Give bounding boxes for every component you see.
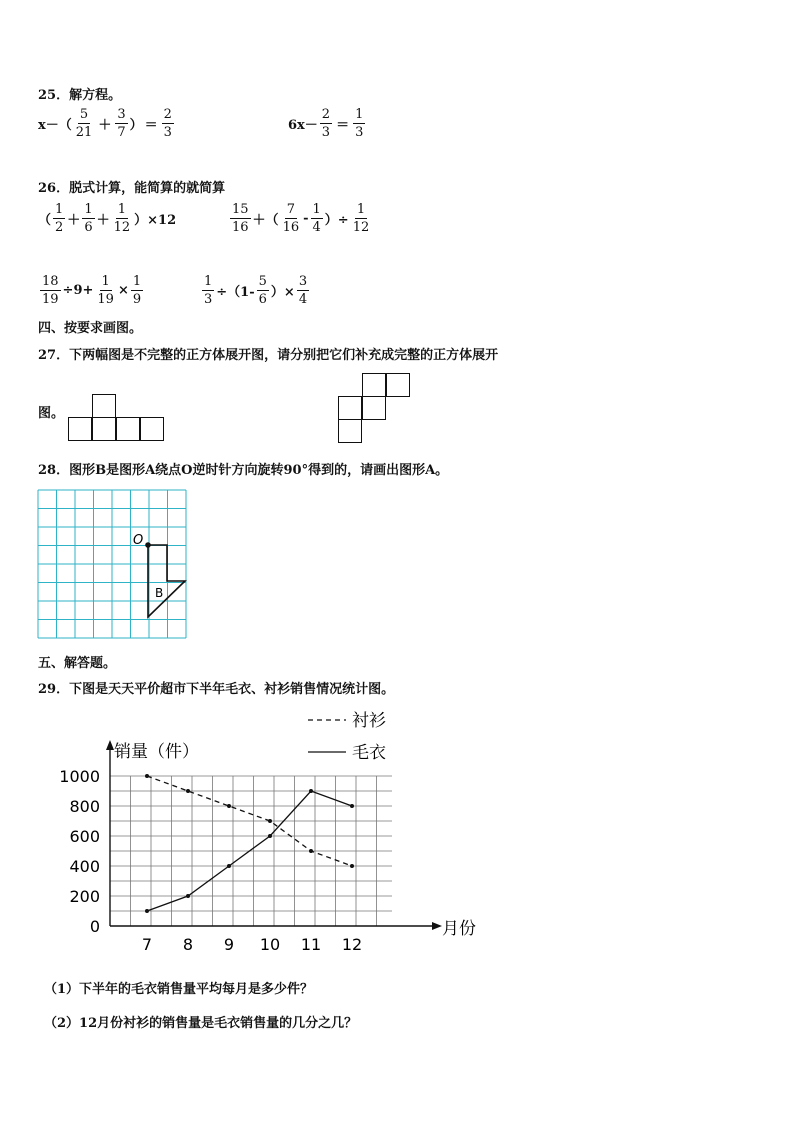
denominator: 19	[42, 292, 59, 307]
point-o	[145, 542, 151, 548]
numerator: 1	[312, 202, 321, 217]
legend	[308, 711, 386, 763]
q25-title: 25．解方程。	[38, 88, 122, 103]
denominator: 4	[298, 292, 308, 307]
numerator: 2	[163, 107, 172, 122]
fraction	[311, 203, 323, 234]
denominator: 3	[163, 125, 172, 140]
q26-expression-3	[38, 275, 145, 306]
q25-equation-2	[288, 108, 367, 139]
fraction	[162, 108, 174, 139]
fraction	[82, 203, 94, 234]
fraction	[53, 203, 65, 234]
numerator: 5	[79, 107, 89, 122]
legend-label-sweater: 毛衣	[352, 743, 386, 763]
denominator: 2	[55, 220, 64, 235]
paren-close-times: ）×12	[134, 213, 177, 228]
fraction	[351, 203, 372, 234]
numerator: 18	[42, 274, 59, 289]
x-tick-label: 8	[182, 935, 194, 954]
data-point	[350, 864, 354, 868]
numerator: 1	[132, 274, 142, 289]
q26-expression-2	[228, 203, 373, 234]
y-tick-label: 0	[89, 917, 100, 936]
net-square	[362, 373, 386, 397]
fraction	[202, 275, 214, 306]
data-point	[268, 834, 272, 838]
operator: -	[303, 211, 309, 226]
cube-net-1	[68, 394, 168, 444]
denominator: 21	[75, 125, 93, 140]
equals: ＝	[144, 118, 158, 133]
q27-title: 27．下两幅图是不完整的正方体展开图，请分别把它们补充成完整的正方体展开	[38, 348, 499, 363]
denominator: 16	[282, 220, 300, 235]
q25-equation-1	[38, 108, 176, 139]
y-tick-label: 800	[69, 797, 100, 816]
numerator: 1	[204, 274, 213, 289]
fraction	[281, 203, 302, 234]
denominator: 16	[232, 220, 249, 235]
q26-expression-4	[200, 275, 311, 306]
grid	[38, 490, 186, 638]
label-o: O	[133, 533, 144, 548]
x-tick-label: 11	[300, 935, 322, 954]
numerator: 1	[84, 202, 93, 217]
cube-net-2	[338, 373, 413, 448]
denominator: 12	[113, 220, 131, 235]
fraction	[353, 108, 365, 139]
y-axis-label: 销量（件）	[114, 742, 199, 762]
q29-title: 29．下图是天天平价超市下半年毛衣、衬衫销售情况统计图。	[38, 682, 395, 697]
net-square	[338, 419, 362, 443]
numerator: 15	[232, 202, 249, 217]
y-tick-label: 400	[69, 857, 100, 876]
data-point	[227, 804, 231, 808]
numerator: 3	[298, 274, 308, 289]
fraction	[95, 275, 116, 306]
equals: ＝	[336, 118, 350, 133]
y-axis-arrow	[106, 740, 114, 750]
section-5-heading: 五、解答题。	[38, 656, 117, 671]
y-tick-label: 200	[69, 887, 100, 906]
y-tick-label: 600	[69, 827, 100, 846]
numerator: 1	[55, 202, 64, 217]
numerator: 5	[258, 274, 267, 289]
q29-sub-2: （2）12月份衬衫的销售量是毛衣销售量的几分之几？	[44, 1016, 358, 1031]
net-square	[116, 417, 140, 441]
net-square	[386, 373, 410, 397]
numerator: 1	[101, 274, 110, 289]
operator: ）÷	[324, 213, 349, 228]
numerator: 1	[355, 107, 364, 122]
paren-open: （	[38, 213, 52, 228]
label-b: B	[155, 586, 164, 600]
fraction	[297, 275, 309, 306]
net-square	[92, 417, 116, 441]
denominator: 12	[352, 220, 370, 235]
rotation-grid-figure	[37, 489, 187, 639]
denominator: 19	[97, 292, 114, 307]
paren-close: ）	[129, 118, 143, 133]
operator: ＋	[67, 213, 81, 228]
denominator: 9	[132, 292, 142, 307]
fraction	[74, 108, 95, 139]
x-axis-label: 月份	[442, 919, 476, 939]
data-point	[186, 894, 190, 898]
data-point	[186, 789, 190, 793]
data-point	[350, 804, 354, 808]
denominator: 4	[312, 220, 321, 235]
chart-grid	[110, 776, 392, 926]
fraction	[131, 275, 143, 306]
y-tick-label: 1000	[59, 767, 100, 786]
q28-title: 28．图形B是图形A绕点O逆时针方向旋转90°得到的，请画出图形A。	[38, 463, 449, 478]
x-tick-label: 10	[259, 935, 281, 954]
fraction	[112, 203, 133, 234]
data-point	[227, 864, 231, 868]
denominator: 6	[84, 220, 93, 235]
fraction	[320, 108, 332, 139]
net-square	[338, 396, 362, 420]
numerator: 1	[356, 202, 366, 217]
data-point	[309, 789, 313, 793]
data-point	[145, 774, 149, 778]
operator: ）×	[270, 285, 295, 300]
operator: ÷9+	[62, 283, 94, 298]
fraction	[115, 108, 127, 139]
numerator: 7	[286, 202, 295, 217]
sales-line-chart	[59, 700, 500, 962]
fraction	[257, 275, 269, 306]
numerator: 3	[117, 107, 126, 122]
x-tick-label: 12	[341, 935, 363, 954]
operator: ＋（	[252, 213, 279, 228]
figure-b-shape	[148, 545, 185, 617]
net-square	[140, 417, 164, 441]
x-tick-label: 7	[141, 935, 153, 954]
fraction	[230, 203, 251, 234]
eq1-prefix: x－（	[38, 118, 72, 133]
denominator: 3	[321, 125, 331, 140]
data-point	[268, 819, 272, 823]
data-point	[309, 849, 313, 853]
section-4-heading: 四、按要求画图。	[38, 321, 143, 336]
operator: ＋	[98, 118, 112, 133]
denominator: 3	[204, 292, 213, 307]
operator: ×	[117, 283, 129, 298]
legend-label-shirt: 衬衫	[352, 711, 386, 731]
eq2-prefix: 6x－	[288, 118, 318, 133]
q29-sub-1: （1）下半年的毛衣销售量平均每月是多少件？	[44, 982, 314, 997]
q26-expression-1	[38, 203, 176, 234]
data-point	[145, 909, 149, 913]
net-square	[362, 396, 386, 420]
net-square	[92, 394, 116, 418]
denominator: 3	[355, 125, 364, 140]
operator: ＋	[96, 213, 110, 228]
denominator: 6	[258, 292, 267, 307]
numerator: 2	[321, 107, 331, 122]
q27-title-cont: 图。	[38, 406, 65, 421]
x-axis-arrow	[432, 922, 442, 930]
net-square	[68, 417, 92, 441]
x-tick-label: 9	[223, 935, 235, 954]
q26-title: 26．脱式计算，能简算的就简算	[38, 181, 226, 196]
chart-series	[145, 774, 354, 913]
fraction	[40, 275, 61, 306]
denominator: 7	[117, 125, 126, 140]
numerator: 1	[117, 202, 127, 217]
operator: ÷（1-	[216, 285, 255, 300]
